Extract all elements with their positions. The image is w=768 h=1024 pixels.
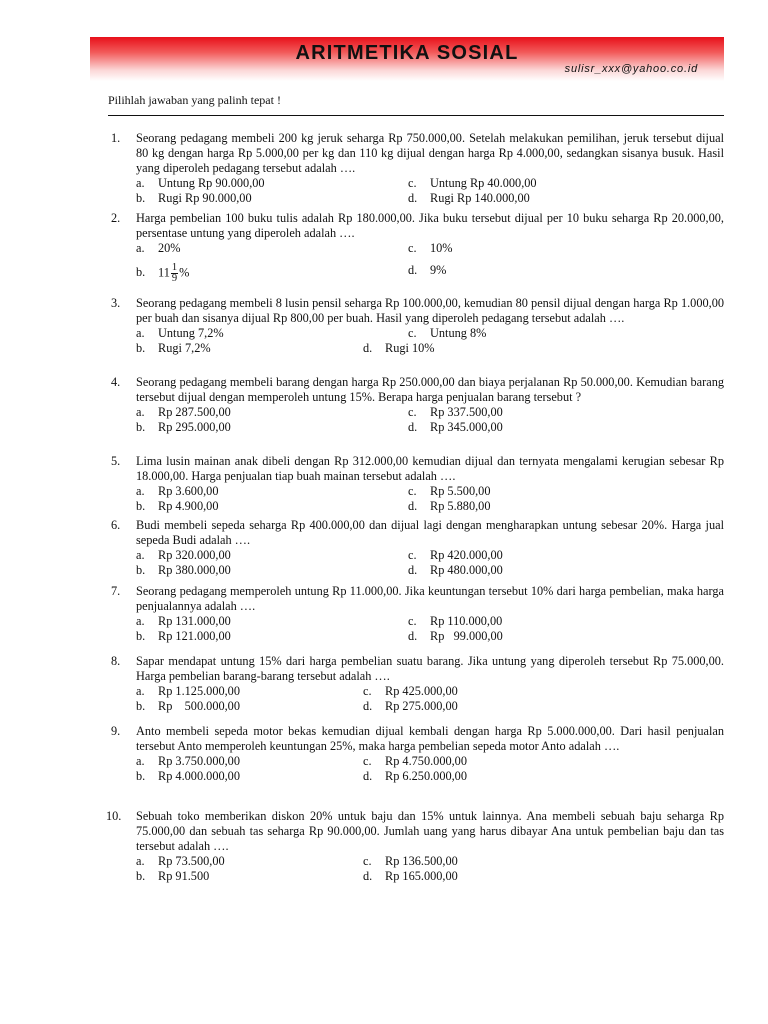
- question-text: Seorang pedagang membeli barang dengan harga Rp 250.000,00 dan biaya perjalanan Rp 50.000,00. Kemudian barang tersebut dijual dengan memperoleh untung 15%. Berapa harga penjualan barang tersebut ?: [136, 375, 724, 404]
- option-c[interactable]: c. Rp 5.500,00: [408, 484, 491, 498]
- option-d[interactable]: d. Rp 5.880,00: [408, 499, 491, 513]
- question-text: Harga pembelian 100 buku tulis adalah Rp 180.000,00. Jika buku tersebut dijual per 10 buku seharga Rp 20.000,00, persentase untung yang diperoleh adalah ….: [136, 211, 724, 240]
- question-number: 4.: [111, 375, 121, 389]
- question-text: Budi membeli sepeda seharga Rp 400.000,00 dan dijual lagi dengan mengharapkan untung sebesar 20%. Harga jual sepeda Budi adalah ….: [136, 518, 724, 547]
- options: [136, 241, 724, 286]
- option-a[interactable]: a. Untung 7,2%: [136, 326, 224, 340]
- options: [136, 405, 724, 435]
- question-2: [108, 211, 724, 286]
- option-b[interactable]: b. Rp 500.000,00: [136, 699, 240, 713]
- question-number: 1.: [111, 131, 121, 145]
- options: [136, 754, 724, 784]
- option-c[interactable]: c. Rp 136.500,00: [363, 854, 458, 868]
- options: [136, 854, 724, 884]
- question-text: Lima lusin mainan anak dibeli dengan Rp 312.000,00 kemudian dijual dan ternyata mengalami kerugian sebesar Rp 18.000,00. Harga penjualan tiap buah mainan tersebut adalah ….: [136, 454, 724, 483]
- question-6: [108, 518, 724, 578]
- options: [136, 326, 724, 356]
- option-a[interactable]: a. Rp 320.000,00: [136, 548, 231, 562]
- option-c[interactable]: c. Untung 8%: [408, 326, 487, 340]
- option-a[interactable]: a. Rp 3.600,00: [136, 484, 219, 498]
- question-text: Seorang pedagang membeli 200 kg jeruk seharga Rp 750.000,00. Setelah melakukan pemilihan, jeruk tersebut dijual 80 kg dengan harga Rp 5.000,00 per kg dan 110 kg dijual dengan harga Rp 4.000,00, sedangkan sisanya busuk. Hasil yang diperoleh pedagang tersebut adalah ….: [136, 131, 724, 175]
- question-3: [108, 296, 724, 356]
- question-10: [108, 809, 724, 884]
- page-title: ARITMETIKA SOSIAL: [295, 42, 519, 64]
- question-text: Sebuah toko memberikan diskon 20% untuk baju dan 15% untuk lainnya. Ana membeli sebuah baju seharga Rp 75.000,00 dan sebuah tas seharga Rp 90.000,00. Jumlah uang yang harus dibayar Ana untuk pembelian baju dan tas tersebut adalah ….: [136, 809, 724, 853]
- question-7: [108, 584, 724, 644]
- header-banner: [90, 37, 724, 81]
- option-d[interactable]: d. Rugi 10%: [363, 341, 435, 355]
- option-b[interactable]: b. Rp 91.500: [136, 869, 210, 883]
- option-d[interactable]: d. Rp 99.000,00: [408, 629, 503, 643]
- question-number: 6.: [111, 518, 121, 532]
- question-number: 3.: [111, 296, 121, 310]
- instruction-text: Pilihlah jawaban yang palinh tepat !: [108, 93, 281, 107]
- option-d[interactable]: d. Rp 275.000,00: [363, 699, 458, 713]
- option-a[interactable]: a. Rp 3.750.000,00: [136, 754, 240, 768]
- option-a[interactable]: a. 20%: [136, 241, 181, 255]
- options: [136, 176, 724, 206]
- option-a[interactable]: a. Untung Rp 90.000,00: [136, 176, 265, 190]
- option-a[interactable]: a. Rp 73.500,00: [136, 854, 225, 868]
- question-4: [108, 375, 724, 435]
- option-c[interactable]: c. Rp 4.750.000,00: [363, 754, 467, 768]
- option-d[interactable]: d. Rp 480.000,00: [408, 563, 503, 577]
- header-divider: [108, 115, 724, 116]
- option-b[interactable]: b. Rugi 7,2%: [136, 341, 211, 355]
- option-a[interactable]: a. Rp 287.500,00: [136, 405, 231, 419]
- question-number: 9.: [111, 724, 121, 738]
- options: [136, 614, 724, 644]
- option-c[interactable]: c. Rp 337.500,00: [408, 405, 503, 419]
- option-c[interactable]: c. Rp 110.000,00: [408, 614, 503, 628]
- option-d[interactable]: d. 9%: [408, 263, 447, 277]
- option-a[interactable]: a. Rp 1.125.000,00: [136, 684, 240, 698]
- question-5: [108, 454, 724, 514]
- option-b[interactable]: b. 11 $\frac{1}{9}$ %: [136, 262, 190, 284]
- option-b[interactable]: b. Rp 4.900,00: [136, 499, 219, 513]
- options: [136, 484, 724, 514]
- question-number: 10.: [106, 809, 122, 823]
- options: [136, 684, 724, 714]
- question-text: Seorang pedagang memperoleh untung Rp 11.000,00. Jika keuntungan tersebut 10% dari harga pembelian, maka harga penjualannya adalah ….: [136, 584, 724, 613]
- option-b[interactable]: b. Rp 380.000,00: [136, 563, 231, 577]
- question-8: [108, 654, 724, 714]
- question-number: 5.: [111, 454, 121, 468]
- question-number: 7.: [111, 584, 121, 598]
- option-d[interactable]: d. Rp 6.250.000,00: [363, 769, 467, 783]
- option-b[interactable]: b. Rp 4.000.000,00: [136, 769, 240, 783]
- option-c[interactable]: c. Rp 420.000,00: [408, 548, 503, 562]
- option-a[interactable]: a. Rp 131.000,00: [136, 614, 231, 628]
- question-number: 2.: [111, 211, 121, 225]
- option-d[interactable]: d. Rugi Rp 140.000,00: [408, 191, 530, 205]
- question-text: Seorang pedagang membeli 8 lusin pensil seharga Rp 100.000,00, kemudian 80 pensil dijual dengan harga Rp 1.000,00 per buah dan sisanya dijual Rp 800,00 per buah. Hasil yang diperoleh pedagang tersebut adalah ….: [136, 296, 724, 325]
- option-c[interactable]: c. 10%: [408, 241, 453, 255]
- option-b[interactable]: b. Rugi Rp 90.000,00: [136, 191, 252, 205]
- option-d[interactable]: d. Rp 345.000,00: [408, 420, 503, 434]
- option-c[interactable]: c. Untung Rp 40.000,00: [408, 176, 537, 190]
- option-b[interactable]: b. Rp 295.000,00: [136, 420, 231, 434]
- question-text: Sapar mendapat untung 15% dari harga pembelian suatu barang. Jika untung yang diperoleh tersebut Rp 75.000,00. Harga pembelian barang-barang tersebut adalah ….: [136, 654, 724, 683]
- question-text: Anto membeli sepeda motor bekas kemudian dijual kembali dengan harga Rp 5.000.000,00. Dari hasil penjualan tersebut Anto memperoleh keuntungan 25%, maka harga pembelian sepeda motor Anto adalah ….: [136, 724, 724, 753]
- option-d[interactable]: d. Rp 165.000,00: [363, 869, 458, 883]
- option-c[interactable]: c. Rp 425.000,00: [363, 684, 458, 698]
- option-b[interactable]: b. Rp 121.000,00: [136, 629, 231, 643]
- question-number: 8.: [111, 654, 121, 668]
- author-email: sulisr_xxx@yahoo.co.id: [564, 63, 698, 75]
- question-9: [108, 724, 724, 784]
- options: [136, 548, 724, 578]
- question-1: [108, 131, 724, 206]
- fraction: $\frac{1}{9}$: [171, 262, 178, 284]
